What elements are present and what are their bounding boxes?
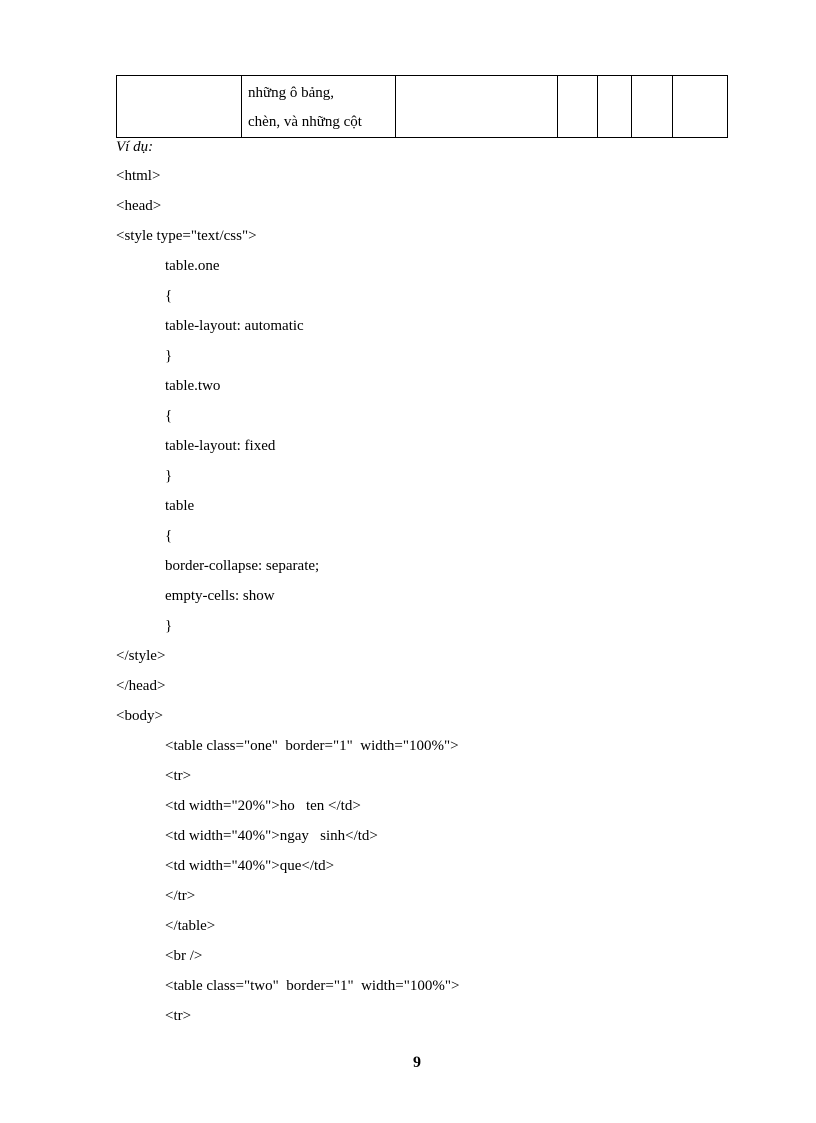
- table-cell-browser-3: [632, 76, 673, 138]
- code-line: }: [165, 468, 173, 484]
- table-row: [117, 76, 728, 138]
- code-line: <body>: [116, 708, 163, 724]
- table-cell-description: [242, 76, 396, 138]
- code-line: table-layout: automatic: [165, 318, 304, 334]
- code-line: <head>: [116, 198, 162, 214]
- code-line: }: [165, 618, 173, 634]
- code-line: {: [165, 528, 173, 544]
- code-line: <tr>: [165, 768, 192, 784]
- code-example: [116, 166, 716, 1036]
- code-line: </head>: [116, 678, 166, 694]
- table-cell-browser-1: [558, 76, 598, 138]
- code-line: table.two: [165, 378, 221, 394]
- code-line: table.one: [165, 258, 220, 274]
- table-cell-browser-2: [598, 76, 632, 138]
- code-line: </tr>: [165, 888, 196, 904]
- description-line-2: chèn, và những cột: [248, 114, 362, 130]
- example-caption: Ví dụ:: [116, 139, 154, 155]
- code-line: empty-cells: show: [165, 588, 275, 604]
- continued-property-table: [116, 75, 728, 138]
- code-line: <table class="two" border="1" width="100%">: [165, 978, 460, 994]
- description-line-1: những ô bảng,: [248, 85, 335, 101]
- code-line: <br />: [165, 948, 203, 964]
- code-line: </table>: [165, 918, 216, 934]
- code-line: table-layout: fixed: [165, 438, 276, 454]
- table-cell-browser-4: [673, 76, 728, 138]
- code-line: <table class="one" border="1" width="100%">: [165, 738, 459, 754]
- code-line: <tr>: [165, 1008, 192, 1024]
- code-line: {: [165, 288, 173, 304]
- code-line: <style type="text/css">: [116, 228, 257, 244]
- code-line: <td width="20%">ho ten </td>: [165, 798, 361, 814]
- code-line: table: [165, 498, 195, 514]
- code-line: <html>: [116, 168, 161, 184]
- code-line: <td width="40%">ngay sinh</td>: [165, 828, 378, 844]
- code-line: }: [165, 348, 173, 364]
- code-line: </style>: [116, 648, 166, 664]
- table-cell-property: [117, 76, 242, 138]
- table-cell-values: [396, 76, 558, 138]
- code-line: {: [165, 408, 173, 424]
- page-number: 9: [413, 1054, 421, 1071]
- code-line: <td width="40%">que</td>: [165, 858, 335, 874]
- code-line: border-collapse: separate;: [165, 558, 320, 574]
